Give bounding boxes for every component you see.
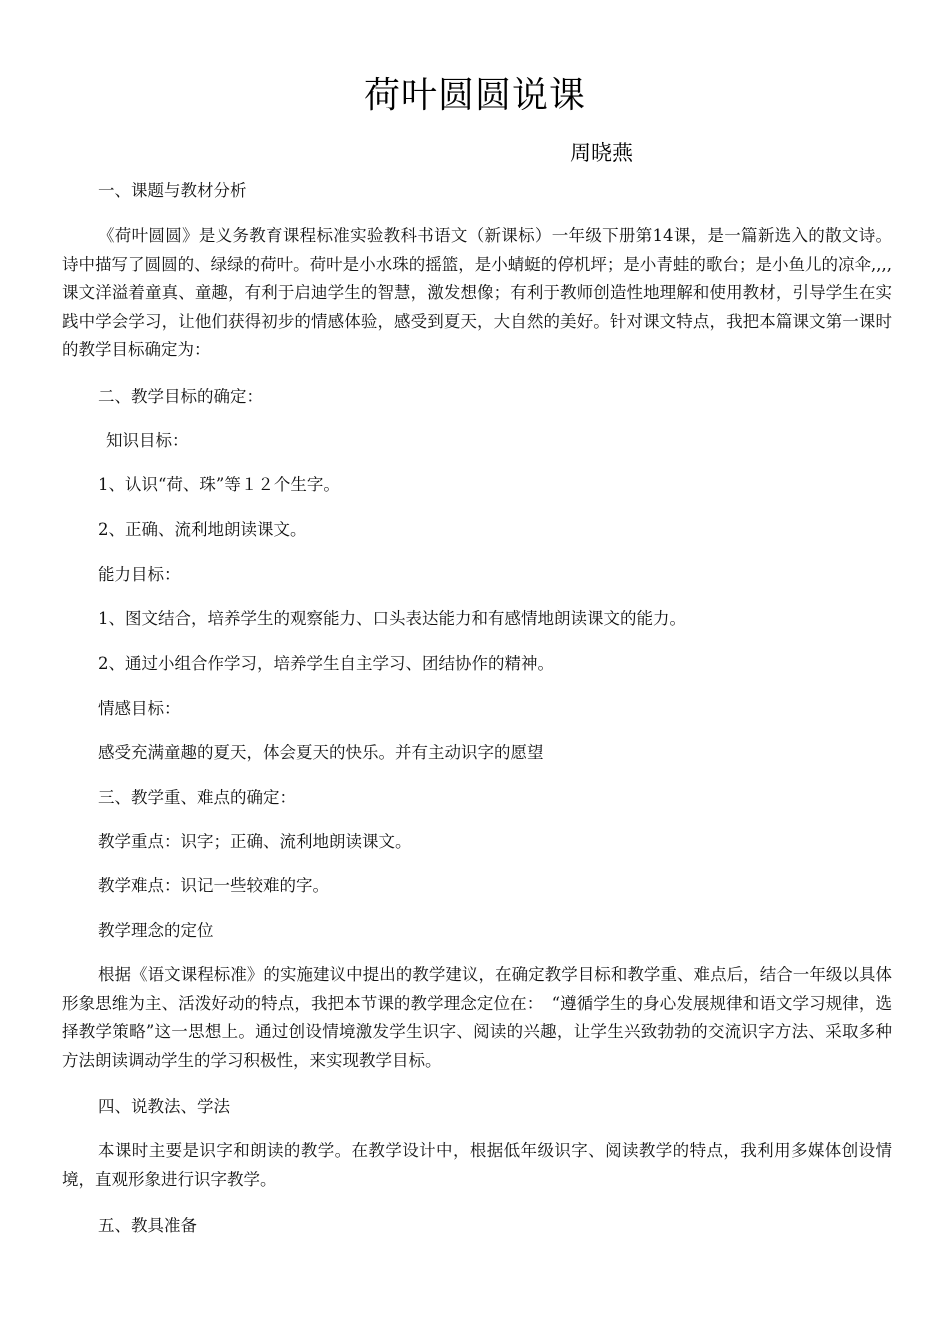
ability-goal-item-2: 2、通过小组合作学习，培养学生自主学习、团结协作的精神。	[98, 654, 554, 673]
teaching-concept-paragraph: 根据《语文课程标准》的实施建议中提出的教学建议，在确定教学目标和教学重、难点后，结合一年级以具体形象思维为主、活泼好动的特点，我把本节课的教学理念定位在： “遵循学生的身心发展规律和语文学习规律，选择教学策略”这一思想上。通过创设情境激发学生识字、阅读的兴趣，让学生兴致勃勃的交流识字方法、采取多种方法朗读调动学生的学习积极性，来实现教学目标。	[62, 965, 892, 1070]
document-title: 荷叶圆圆说课	[363, 75, 586, 116]
emotion-goal-heading: 情感目标：	[98, 699, 181, 718]
teaching-concept-heading: 教学理念的定位	[98, 921, 214, 940]
knowledge-goal-item-2: 2、正确、流利地朗读课文。	[98, 520, 307, 539]
section-5-heading: 五、教具准备	[98, 1216, 197, 1235]
ability-goal-item-1: 1、图文结合，培养学生的观察能力、口头表达能力和有感情地朗读课文的能力。	[98, 609, 686, 628]
emotion-goal-item-1: 感受充满童趣的夏天，体会夏天的快乐。并有主动识字的愿望	[98, 743, 544, 762]
section-3-heading: 三、教学重、难点的确定：	[98, 788, 296, 807]
section-2-heading: 二、教学目标的确定：	[98, 387, 263, 406]
section-1-paragraph: 《荷叶圆圆》是义务教育课程标准实验教科书语文（新课标）一年级下册第14课，是一篇新选入的散文诗。诗中描写了圆圆的、绿绿的荷叶。荷叶是小水珠的摇篮，是小蜻蜓的停机坪；是小青蛙的歌台；是小鱼儿的凉伞,,,,课文洋溢着童真、童趣，有利于启迪学生的智慧，激发想像；有利于教师创造性地理解和使用教材，引导学生在实践中学会学习，让他们获得初步的情感体验，感受到夏天，大自然的美好。针对课文特点，我把本篇课文第一课时的教学目标确定为：	[62, 226, 892, 359]
section-4-heading: 四、说教法、学法	[98, 1097, 230, 1116]
knowledge-goal-item-1: 1、认识“荷、珠”等１２个生字。	[98, 475, 340, 494]
ability-goal-heading: 能力目标：	[98, 565, 181, 584]
knowledge-goal-heading: 知识目标：	[106, 431, 189, 450]
document-author: 周晓燕	[570, 141, 633, 165]
difficult-point: 教学难点：识记一些较难的字。	[98, 876, 329, 895]
section-4-paragraph: 本课时主要是识字和朗读的教学。在教学设计中，根据低年级识字、阅读教学的特点，我利用多媒体创设情境，直观形象进行识字教学。	[62, 1141, 892, 1189]
key-point: 教学重点：识字；正确、流利地朗读课文。	[98, 832, 412, 851]
section-1-heading: 一、课题与教材分析	[98, 181, 247, 200]
